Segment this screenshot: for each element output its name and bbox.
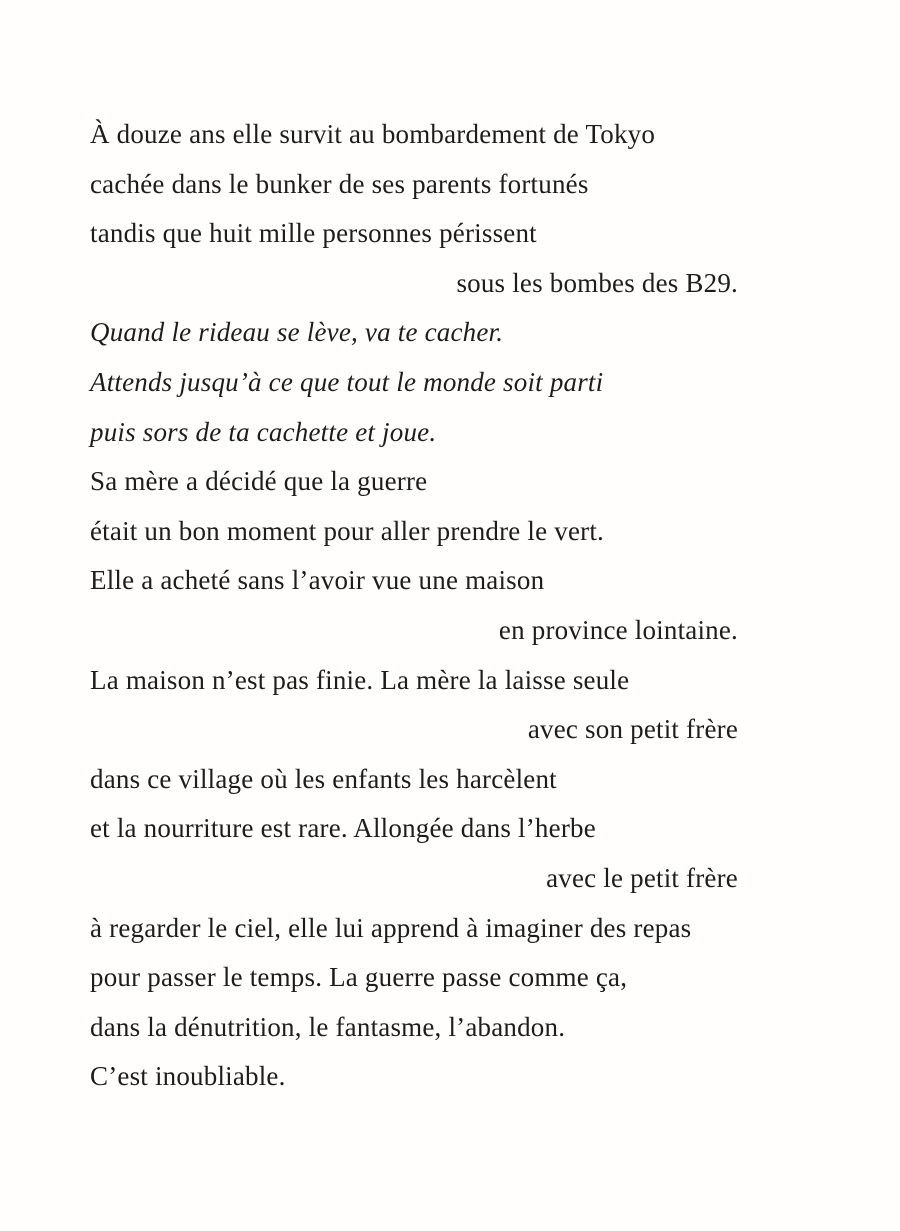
poem-line: À douze ans elle survit au bombardement de Tokyo <box>90 119 656 149</box>
poem-line: dans ce village où les enfants les harcèlent <box>90 763 557 794</box>
poem-line: dans la dénutrition, le fantasme, l’abandon. <box>90 1011 566 1042</box>
poem-line: Quand le rideau se lève, va te cacher. <box>90 317 504 348</box>
poem-line: avec son petit frère <box>527 714 738 745</box>
poem-line: en province lointaine. <box>498 614 738 645</box>
poem-line: avec le petit frère <box>546 862 738 893</box>
poem-line: La maison n’est pas finie. La mère la laisse seule <box>90 664 630 695</box>
poem-line: cachée dans le bunker de ses parents fortunés <box>90 168 589 199</box>
poem-text-block <box>90 110 810 1102</box>
poem-line: pour passer le temps. La guerre passe comme ça, <box>90 962 628 993</box>
poem-line: était un bon moment pour aller prendre le vert. <box>90 515 604 546</box>
poem-line: tandis que huit mille personnes périssent <box>90 218 537 249</box>
poem-line: Sa mère a décidé que la guerre <box>90 466 428 497</box>
poem-line: Attends jusqu’à ce que tout le monde soit parti <box>90 366 604 397</box>
poem-line: à regarder le ciel, elle lui apprend à imaginer des repas <box>90 912 692 943</box>
poem-line: puis sors de ta cachette et joue. <box>90 416 437 447</box>
poem-line: et la nourriture est rare. Allongée dans l’herbe <box>90 813 596 844</box>
poem-line: Elle a acheté sans l’avoir vue une maison <box>90 565 545 596</box>
poem-line: C’est inoubliable. <box>90 1061 286 1092</box>
poem-line: sous les bombes des B29. <box>456 267 738 298</box>
